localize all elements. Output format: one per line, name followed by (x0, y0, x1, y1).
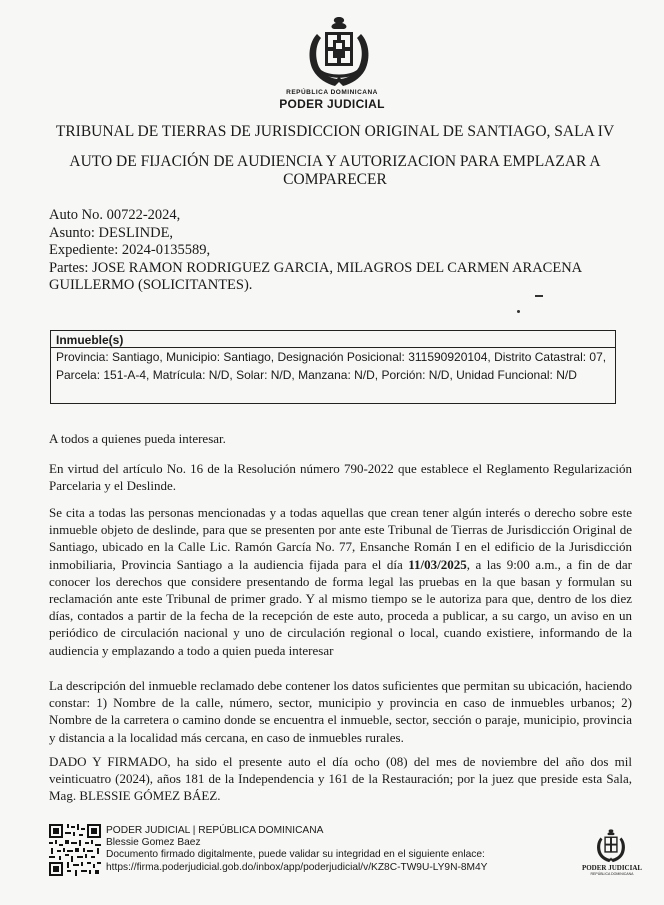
scan-mark (535, 295, 543, 297)
digital-signature-block (106, 825, 487, 874)
footer-validation-link[interactable]: https://firma.poderjudicial.gob.do/inbox/app/poderjudicial/v/KZ8C-TW9U-LY9N-8M4Y (106, 861, 488, 873)
property-description: Provincia: Santiago, Municipio: Santiago, Designación Posicional: 311590920104, Distrito Catastral: 07, Parcela: 151-A-4, Matrícula: N/D, Solar: N/D, Manzana: N/D, Porción: N/D, Unidad Funcional: N/D (56, 350, 607, 382)
coat-of-arms-icon (303, 14, 375, 90)
footer-institution: PODER JUDICIAL | REPÚBLICA DOMINICANA (106, 825, 324, 836)
scan-mark (517, 310, 520, 313)
coat-of-arms-icon (592, 828, 630, 864)
footer-validation-note: Documento firmado digitalmente, puede validar su integridad en el siguiente enlace: (106, 849, 485, 861)
footer-seal-title: PODER JUDICIAL (581, 864, 643, 872)
auto-number: Auto No. 00722-2024, (49, 207, 181, 223)
citation-text-b: , a las 9:00 a.m., a fin de dar conocer los derechos que considere presentando de forma legal las pruebas en la que basan y formulan su reclamación ante este Tribunal de primer grado. Y al mismo tiempo se le autoriza para que, dentro de los diez días, contados a partir de la fecha de la recepción de este auto, proceda a publicar, a su cargo, un aviso en un periódico de circulación nacional y uno de circulación regional o local, cuando existiere, informando de la audiencia y emplazando a todo a quien pueda interesar (49, 556, 632, 658)
paragraph-legal-basis: En virtud del artículo No. 16 de la Resolución número 790-2022 que establece el Reglamento Regularización Parcelaria y el Deslinde. (49, 461, 632, 494)
case-file: Expediente: 2024-0135589, (49, 242, 211, 259)
hearing-date: 11/03/2025 (408, 556, 467, 572)
paragraph-citation (49, 504, 632, 659)
paragraph-signature: DADO Y FIRMADO, ha sido el presente auto el día ocho (08) del mes de noviembre del año dos mil veinticuatro (2024), años 181 de la Independencia y 161 de la Restauración; por la juez que preside esta Sala, Mag. BLESSIE GÓMEZ BÁEZ. (49, 754, 632, 804)
property-box (50, 330, 616, 404)
header-republic: REPÚBLICA DOMINICANA (286, 89, 378, 96)
citation-text-a: Se cita a todas las personas mencionadas y a todas aquellas que crean tener algún interés o derecho sobre este inmueble objeto de deslinde, para que se presenten por ante este Tribunal de Tierras de Jurisdicción Original de Santiago, ubicado en la Calle Lic. Ramón García No. 77, Ensanche Román I en el edificio de la Jurisdicción inmobiliaria, Provincia Santiago a la audiencia fijada para el día (49, 505, 632, 572)
footer-seal-subtitle: REPÚBLICA DOMINICANA (590, 872, 634, 876)
case-info (49, 207, 639, 295)
case-parties-line1: Partes: JOSE RAMON RODRIGUEZ GARCIA, MILAGROS DEL CARMEN ARACENA (49, 259, 583, 276)
document-title: AUTO DE FIJACIÓN DE AUDIENCIA Y AUTORIZACION PARA EMPLAZAR A COMPARECER (69, 153, 601, 188)
header-institution: PODER JUDICIAL (279, 97, 385, 111)
footer-signer: Blessie Gomez Baez (106, 837, 201, 849)
qr-code-icon (49, 824, 101, 876)
case-parties-line2: GUILLERMO (SOLICITANTES). (49, 277, 253, 294)
case-subject: Asunto: DESLINDE, (49, 224, 174, 241)
paragraph-description: La descripción del inmueble reclamado debe contener los datos suficientes que permitan su ubicación, haciendo constar: 1) Nombre de la calle, número, sector, municipio y provincia en caso de inmuebles urbanos; 2) Nombre de la carretera o camino donde se encuentra el inmueble, sector, sección o paraje, municipio, provincia y distancia a la localidad más cercana, en caso de inmuebles rurales. (49, 678, 632, 745)
court-title: TRIBUNAL DE TIERRAS DE JURISDICCION ORIGINAL DE SANTIAGO, SALA IV (55, 123, 615, 140)
greeting: A todos a quienes pueda interesar. (49, 431, 226, 446)
property-heading: Inmueble(s) (51, 331, 615, 348)
